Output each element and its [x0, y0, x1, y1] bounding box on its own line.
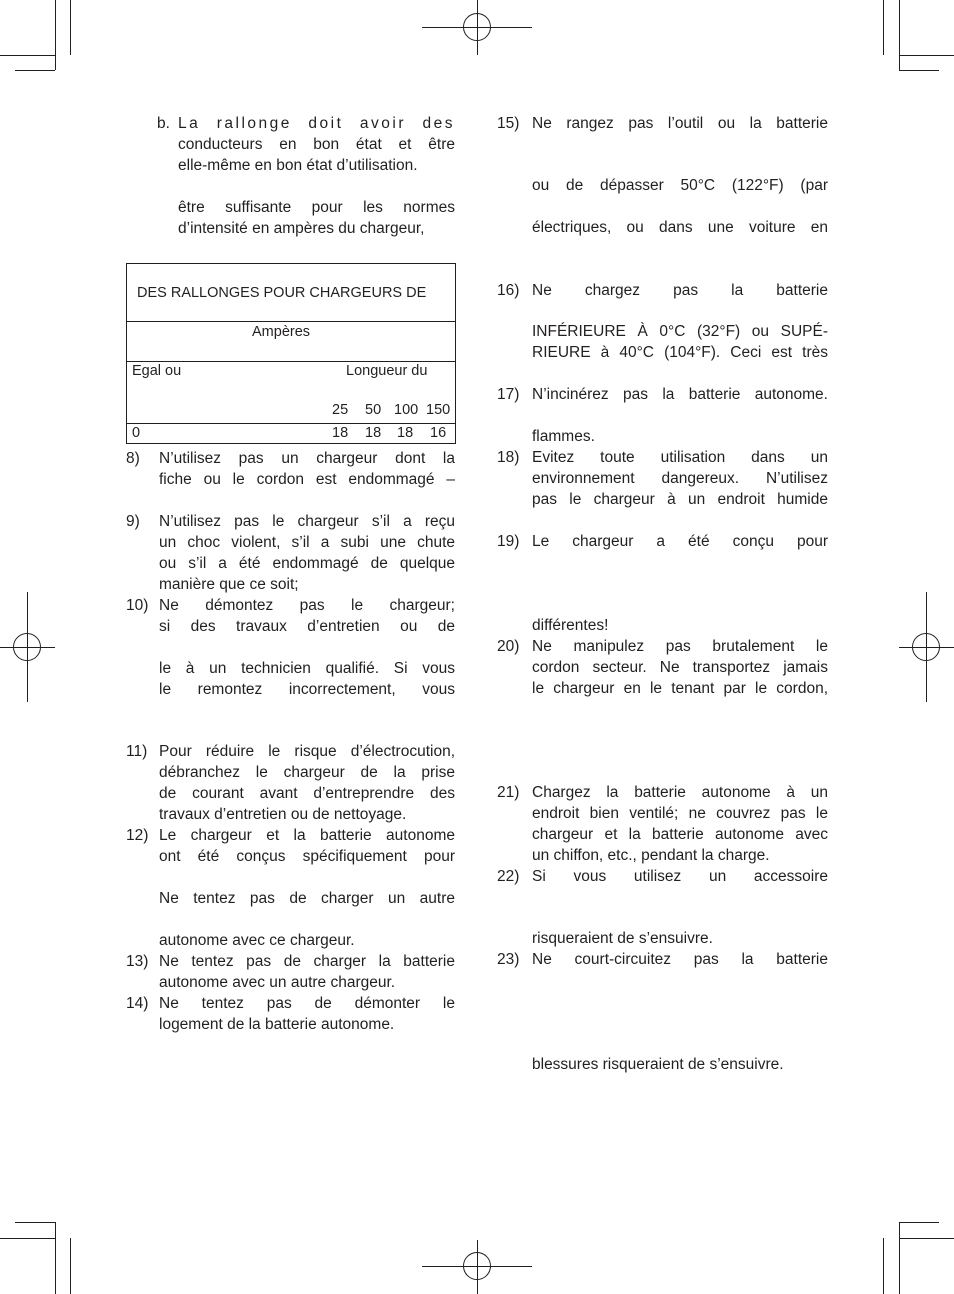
crop-mark [70, 0, 71, 55]
item-line: de courant avant d’entreprendre des [159, 785, 455, 802]
item-line: autonome avec ce chargeur. [159, 932, 355, 949]
item-number: 8) [126, 450, 140, 467]
table-row [127, 424, 456, 444]
item-line: débranchez le chargeur de la prise [159, 764, 455, 781]
item-line: pas le chargeur à un endroit humide [532, 491, 828, 508]
item-line: environnement dangereux. N’utilisez [532, 470, 828, 487]
item-number: 21) [497, 784, 520, 801]
item-line: ou s’il a été endommagé de quelque [159, 555, 455, 572]
item-b-line: être suffisante pour les normes [178, 199, 455, 216]
item-line: N’utilisez pas un chargeur dont la [159, 450, 455, 467]
table-cell: 18 [397, 425, 414, 441]
item-line: si des travaux d’entretien ou de [159, 618, 455, 635]
item-line: Ne tentez pas de charger un autre [159, 890, 455, 907]
item-b-line: conducteurs en bon état et être [178, 136, 455, 153]
item-number: 20) [497, 638, 520, 655]
crop-mark [0, 1238, 55, 1239]
table-length-value: 50 [365, 402, 382, 418]
item-line: autonome avec un autre chargeur. [159, 974, 396, 991]
item-line: flammes. [532, 428, 595, 445]
crop-mark [15, 70, 55, 71]
item-line: différentes! [532, 617, 609, 634]
table-amperes-header: Ampères [127, 322, 456, 362]
table-length-value: 150 [426, 402, 451, 418]
table-cell: 16 [430, 425, 447, 441]
item-line: N’utilisez pas le chargeur s’il a reçu [159, 513, 455, 530]
item-line: RIEURE à 40°C (104°F). Ceci est très [532, 344, 828, 361]
item-line: ou de dépasser 50°C (122°F) (par [532, 177, 828, 194]
table-length-header [127, 362, 456, 424]
crop-mark [899, 70, 939, 71]
item-line: Le chargeur et la batterie autonome [159, 827, 455, 844]
item-number: 19) [497, 533, 520, 550]
crop-mark [55, 0, 56, 70]
item-line: Le chargeur a été conçu pour [532, 533, 828, 550]
registration-mark [912, 633, 940, 661]
item-b-line: d’intensité en ampères du chargeur, [178, 220, 425, 237]
item-line: Ne tentez pas de démonter le [159, 995, 455, 1012]
item-line: INFÉRIEURE À 0°C (32°F) ou SUPÉ- [532, 323, 828, 340]
item-number: 9) [126, 513, 140, 530]
item-line: ont été conçus spécifiquement pour [159, 848, 455, 865]
crop-mark [0, 55, 55, 56]
item-number: 14) [126, 995, 149, 1012]
item-line: Evitez toute utilisation dans un [532, 449, 828, 466]
registration-mark [463, 13, 491, 41]
table-title: DES RALLONGES POUR CHARGEURS DE [127, 264, 456, 322]
item-line: Pour réduire le risque d’électrocution, [159, 743, 455, 760]
item-b-line: elle-même en bon état d’utilisation. [178, 157, 418, 174]
item-line: un chiffon, etc., pendant la charge. [532, 847, 770, 864]
item-line: logement de la batterie autonome. [159, 1016, 395, 1033]
item-number: 23) [497, 951, 520, 968]
crop-mark [883, 1238, 884, 1294]
item-line: le chargeur en le tenant par le cordon, [532, 680, 828, 697]
table-cell: 18 [332, 425, 349, 441]
item-number: 18) [497, 449, 520, 466]
crop-mark [15, 1222, 55, 1223]
item-line: manière que ce soit; [159, 576, 299, 593]
item-line: risqueraient de s’ensuivre. [532, 930, 713, 947]
registration-mark [13, 633, 41, 661]
item-line: le remontez incorrectement, vous [159, 681, 455, 698]
crop-mark [883, 0, 884, 55]
item-b-line: La rallonge doit avoir des [178, 115, 455, 132]
item-line: un choc violent, s’il a subi une chute [159, 534, 455, 551]
item-number: 13) [126, 953, 149, 970]
item-line: Chargez la batterie autonome à un [532, 784, 828, 801]
crop-mark [899, 1238, 954, 1239]
crop-mark [899, 0, 900, 70]
item-number: 16) [497, 282, 520, 299]
extension-cord-table [126, 263, 456, 444]
table-cell: 0 [132, 425, 141, 441]
item-line: Ne rangez pas l’outil ou la batterie [532, 115, 828, 132]
table-length-value: 100 [394, 402, 419, 418]
crop-mark [899, 1222, 900, 1294]
item-number: 17) [497, 386, 520, 403]
crop-mark [899, 1222, 939, 1223]
item-line: blessures risqueraient de s’ensuivre. [532, 1056, 784, 1073]
item-line: Ne manipulez pas brutalement le [532, 638, 828, 655]
item-line: chargeur et la batterie autonome avec [532, 826, 828, 843]
item-line: le à un technicien qualifié. Si vous [159, 660, 455, 677]
registration-mark [463, 1252, 491, 1280]
crop-mark [70, 1238, 71, 1294]
item-line: Ne chargez pas la batterie [532, 282, 828, 299]
item-line: Ne tentez pas de charger la batterie [159, 953, 455, 970]
item-line: Si vous utilisez un accessoire [532, 868, 828, 885]
item-line: travaux d’entretien ou de nettoyage. [159, 806, 407, 823]
item-line: endroit bien ventilé; ne couvrez pas le [532, 805, 828, 822]
item-b-marker: b. [157, 115, 170, 132]
item-line: Ne court-circuitez pas la batterie [532, 951, 828, 968]
table-cell: 18 [365, 425, 382, 441]
item-line: fiche ou le cordon est endommagé – [159, 471, 455, 488]
item-number: 11) [126, 743, 148, 760]
item-line: électriques, ou dans une voiture en [532, 219, 828, 236]
item-number: 22) [497, 868, 520, 885]
item-number: 15) [497, 115, 520, 132]
crop-mark [55, 1222, 56, 1294]
item-number: 12) [126, 827, 149, 844]
table-egal-ou: Egal ou [132, 363, 182, 379]
crop-mark [899, 55, 954, 56]
item-line: cordon secteur. Ne transportez jamais [532, 659, 828, 676]
table-length-value: 25 [332, 402, 349, 418]
item-line: N’incinérez pas la batterie autonome. [532, 386, 828, 403]
table-longueur: Longueur du [346, 363, 428, 379]
item-line: Ne démontez pas le chargeur; [159, 597, 455, 614]
item-number: 10) [126, 597, 149, 614]
